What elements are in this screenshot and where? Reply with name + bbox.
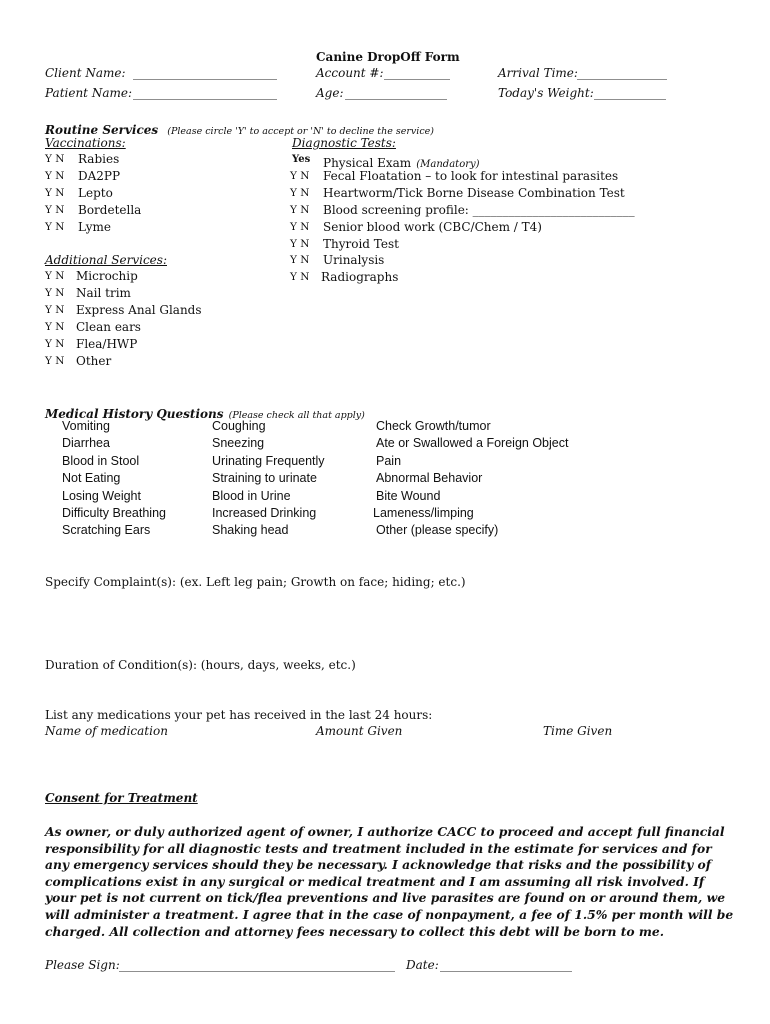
patient-name-field[interactable]: ________________________	[133, 86, 277, 100]
arrival-time-field[interactable]: _______________	[577, 66, 667, 80]
service-microchip: Microchip	[76, 269, 138, 283]
diag-thyroid: Thyroid Test	[323, 237, 399, 251]
medical-history-heading: Medical History Questions	[45, 407, 224, 421]
vaccine-lyme: Lyme	[78, 220, 112, 234]
account-label: Account #:	[316, 66, 384, 80]
history-increased-drinking[interactable]: Increased Drinking	[212, 506, 317, 520]
history-pain[interactable]: Pain	[376, 454, 402, 468]
diag-blood-screen-yn[interactable]: Y N	[290, 204, 310, 216]
exam-label: Physical Exam	[323, 156, 412, 170]
service-clean-ears: Clean ears	[76, 320, 141, 334]
diag-heartworm-yn[interactable]: Y N	[290, 187, 310, 199]
duration-prompt: Duration of Condition(s): (hours, days, weeks, etc.)	[45, 658, 356, 672]
history-not-eating[interactable]: Not Eating	[62, 471, 121, 485]
history-bite-wound[interactable]: Bite Wound	[376, 489, 441, 503]
medication-time-column: Time Given	[543, 724, 613, 738]
service-anal-glands-yn[interactable]: Y N	[45, 304, 65, 316]
vaccine-rabies-yn[interactable]: Y N	[45, 153, 65, 165]
service-nail-trim-yn[interactable]: Y N	[45, 287, 65, 299]
diag-radiographs: Radiographs	[321, 270, 399, 284]
history-foreign-object[interactable]: Ate or Swallowed a Foreign Object	[376, 436, 569, 450]
date-field[interactable]: ______________________	[440, 958, 572, 972]
history-blood-in-stool[interactable]: Blood in Stool	[62, 454, 140, 468]
service-microchip-yn[interactable]: Y N	[45, 270, 65, 282]
history-check-growth[interactable]: Check Growth/tumor	[376, 419, 491, 433]
history-scratching-ears[interactable]: Scratching Ears	[62, 523, 151, 537]
medical-history-note: (Please check all that apply)	[228, 410, 365, 421]
diag-radiographs-yn[interactable]: Y N	[290, 271, 310, 283]
service-clean-ears-yn[interactable]: Y N	[45, 321, 65, 333]
diag-urinalysis: Urinalysis	[323, 253, 385, 267]
patient-name-label: Patient Name:	[45, 86, 132, 100]
vaccine-rabies: Rabies	[78, 152, 120, 166]
consent-heading: Consent for Treatment	[45, 791, 198, 805]
history-straining[interactable]: Straining to urinate	[212, 471, 317, 485]
additional-services-heading: Additional Services:	[45, 253, 167, 267]
service-flea-hwp: Flea/HWP	[76, 337, 138, 351]
vaccine-lepto-yn[interactable]: Y N	[45, 187, 65, 199]
routine-services-heading: Routine Services	[45, 123, 159, 137]
diag-senior: Senior blood work (CBC/Chem / T4)	[323, 220, 542, 234]
history-shaking-head[interactable]: Shaking head	[212, 523, 289, 537]
consent-text: As owner, or duly authorized agent of owner, I authorize CACC to proceed and accept full financial responsibility for all diagnostic tests and treatment included in the estimate for services and for any emergency services should they be necessary. I acknowledge that risks and the possibility of complications exist in any surgical or medical treatment and I am assuming all risk involved. If your pet is not current on tick/flea preventions and live parasites are found on or around them, we will administer a treatment. I agree that in the case of nonpayment, a fee of 1.5% per month will be charged. All collection and attorney fees necessary to collect this debt will be born to me.	[45, 824, 734, 939]
client-name-label: Client Name:	[45, 66, 126, 80]
diag-fecal-yn[interactable]: Y N	[290, 170, 310, 182]
signature-field[interactable]: ______________________________________________	[119, 958, 395, 972]
routine-services-note: (Please circle 'Y' to accept or 'N' to decline the service)	[167, 126, 434, 137]
arrival-time-label: Arrival Time:	[498, 66, 578, 80]
service-other-yn[interactable]: Y N	[45, 355, 65, 367]
form-title: Canine DropOff Form	[316, 50, 460, 64]
weight-field[interactable]: ____________	[594, 86, 666, 100]
vaccine-bordetella: Bordetella	[78, 203, 142, 217]
diag-blood-screen: Blood screening profile: ___________________________	[323, 203, 635, 217]
diag-fecal: Fecal Floatation – to look for intestinal parasites	[323, 169, 619, 183]
history-losing-weight[interactable]: Losing Weight	[62, 489, 141, 503]
history-vomiting[interactable]: Vomiting	[62, 419, 110, 433]
diag-senior-yn[interactable]: Y N	[290, 221, 310, 233]
age-field[interactable]: _________________	[345, 86, 447, 100]
vaccine-da2pp-yn[interactable]: Y N	[45, 170, 65, 182]
diag-urinalysis-yn[interactable]: Y N	[290, 254, 310, 266]
diagnostic-tests-heading: Diagnostic Tests:	[292, 136, 396, 150]
service-flea-hwp-yn[interactable]: Y N	[45, 338, 65, 350]
history-blood-in-urine[interactable]: Blood in Urine	[212, 489, 291, 503]
complaint-prompt: Specify Complaint(s): (ex. Left leg pain; Growth on face; hiding; etc.)	[45, 575, 466, 589]
history-other[interactable]: Other (please specify)	[376, 523, 499, 537]
history-difficulty-breathing[interactable]: Difficulty Breathing	[62, 506, 166, 520]
history-diarrhea[interactable]: Diarrhea	[62, 436, 110, 450]
history-sneezing[interactable]: Sneezing	[212, 436, 265, 450]
account-field[interactable]: ___________	[384, 66, 450, 80]
medications-prompt: List any medications your pet has received in the last 24 hours:	[45, 708, 433, 722]
exam-note: (Mandatory)	[416, 159, 480, 170]
vaccine-bordetella-yn[interactable]: Y N	[45, 204, 65, 216]
history-urinating-frequently[interactable]: Urinating Frequently	[212, 454, 325, 468]
service-other: Other	[76, 354, 112, 368]
service-nail-trim: Nail trim	[76, 286, 131, 300]
vaccinations-heading: Vaccinations:	[45, 136, 126, 150]
history-coughing[interactable]: Coughing	[212, 419, 266, 433]
history-lameness[interactable]: Lameness/limping	[373, 506, 474, 520]
service-anal-glands: Express Anal Glands	[76, 303, 202, 317]
vaccine-lyme-yn[interactable]: Y N	[45, 221, 65, 233]
weight-label: Today's Weight:	[498, 86, 594, 100]
diag-thyroid-yn[interactable]: Y N	[290, 238, 310, 250]
client-name-field[interactable]: ________________________	[133, 66, 277, 80]
medication-name-column: Name of medication	[45, 724, 168, 738]
diag-heartworm: Heartworm/Tick Borne Disease Combination Test	[323, 186, 625, 200]
sign-label: Please Sign:	[45, 958, 120, 972]
age-label: Age:	[316, 86, 344, 100]
vaccine-lepto: Lepto	[78, 186, 113, 200]
history-abnormal-behavior[interactable]: Abnormal Behavior	[376, 471, 483, 485]
exam-yes: Yes	[292, 154, 311, 165]
date-label: Date:	[406, 958, 439, 972]
medication-amount-column: Amount Given	[316, 724, 403, 738]
vaccine-da2pp: DA2PP	[78, 169, 121, 183]
